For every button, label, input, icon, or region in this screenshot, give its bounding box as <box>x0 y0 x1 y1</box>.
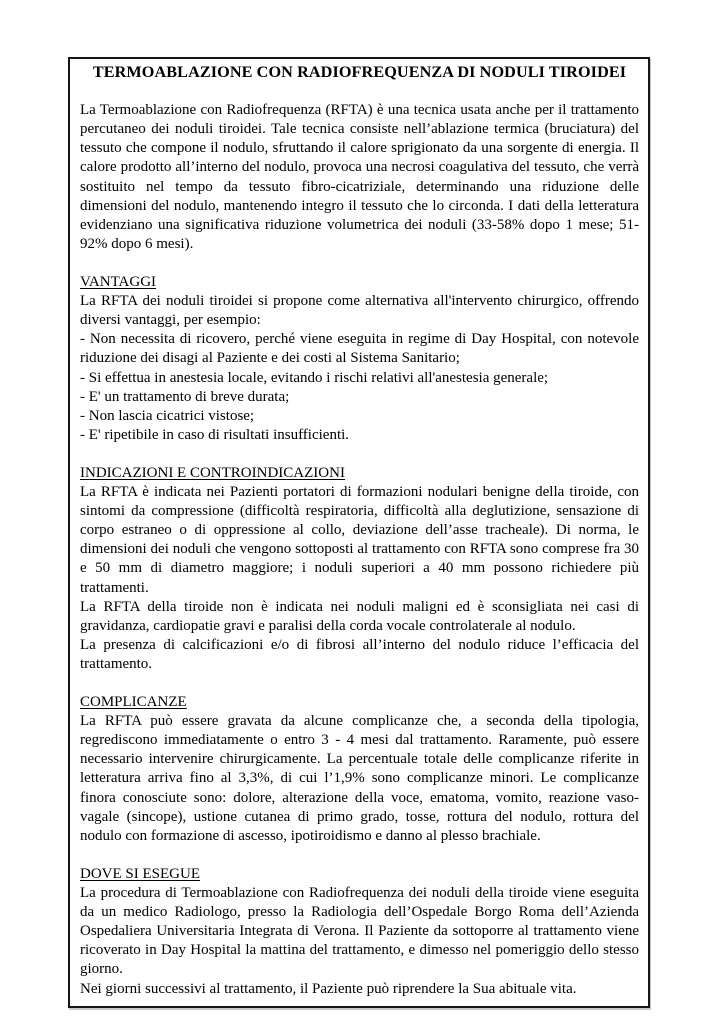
document-border-box <box>68 57 650 1008</box>
bullet-line: - Non lascia cicatrici vistose; <box>80 407 255 424</box>
document-title: TERMOABLAZIONE CON RADIOFREQUENZA DI NODULI TIROIDEI <box>92 63 627 81</box>
paragraph: Nei giorni successivi al trattamento, il Paziente può riprendere la Sua abituale vita. <box>80 980 577 997</box>
paragraph: La RFTA dei noduli tiroidei si propone come alternativa all'intervento chirurgico, offrendo diversi vantaggi, per esempio: <box>80 293 639 329</box>
section-dove-si-esegue <box>80 865 639 999</box>
section-vantaggi <box>80 273 639 445</box>
bullet-line: - Non necessita di ricovero, perché viene eseguita in regime di Day Hospital, con notevole riduzione dei disagi al Paziente e dei costi al Sistema Sanitario; <box>80 331 639 367</box>
section-complicanze <box>80 693 639 846</box>
paragraph: La procedura di Termoablazione con Radiofrequenza dei noduli della tiroide viene eseguita da un medico Radiologo, presso la Radiologia dell’Ospedale Borgo Roma dell’Azienda Ospedaliera Universitaria Integrata di Verona. Il Paziente da sottoporre al trattamento viene ricoverato in Day Hospital la mattina del trattamento, e dimesso nel pomeriggio dello stesso giorno. <box>80 885 639 978</box>
bullet-line: - Si effettua in anestesia locale, evitando i rischi relativi all'anestesia generale; <box>80 369 549 386</box>
section-heading-vantaggi: VANTAGGI <box>80 274 157 291</box>
section-heading-dove-si-esegue: DOVE SI ESEGUE <box>80 865 200 882</box>
paragraph: La RFTA è indicata nei Pazienti portatori di formazioni nodulari benigne della tiroide, con sintomi da compressione (difficoltà respiratoria, difficoltà alla deglutizione, sensazione di corpo estraneo o di oppressione al collo, deviazione dell’asse tracheale). Di norma, le dimensioni dei noduli che vengono sottoposti al trattamento con RFTA sono comprese fra 30 e 50 mm di diametro maggiore; i noduli superiori a 40 mm possono richiedere più trattamenti. <box>80 484 639 596</box>
bullet-line: - E' un trattamento di breve durata; <box>80 388 290 405</box>
intro-paragraph: La Termoablazione con Radiofrequenza (RFTA) è una tecnica usata anche per il trattamento percutaneo dei noduli tiroidei. Tale tecnica consiste nell’ablazione termica (bruciatura) del tessuto che compone il nodulo, sfruttando il calore sprigionato da una sorgente di energia. Il calore prodotto all’interno del nodulo, provoca una necrosi coagulativa del tessuto, che verrà sostituito nel tempo da tessuto fibro-cicatriziale, determinando una riduzione delle dimensioni del nodulo, mantenendo integro il tessuto che lo circonda. I dati della letteratura evidenziano una significativa riduzione volumetrica dei noduli (33-58% dopo 1 mese; 51-92% dopo 6 mesi). <box>80 102 639 252</box>
section-indicazioni <box>80 464 639 674</box>
paragraph: La presenza di calcificazioni e/o di fibrosi all’interno del nodulo riduce l’efficacia del trattamento. <box>80 636 639 672</box>
paragraph: La RFTA della tiroide non è indicata nei noduli maligni ed è sconsigliata nei casi di gravidanza, cardiopatie gravi e paralisi della corda vocale controlaterale al nodulo. <box>80 598 639 634</box>
section-heading-indicazioni: INDICAZIONI E CONTROINDICAZIONI <box>80 464 345 481</box>
bullet-line: - E' ripetibile in caso di risultati insufficienti. <box>80 426 350 443</box>
section-heading-complicanze: COMPLICANZE <box>80 694 187 711</box>
paragraph: La RFTA può essere gravata da alcune complicanze che, a seconda della tipologia, regrediscono immediatamente o entro 3 - 4 mesi dal trattamento. Raramente, può essere necessario intervenire chirurgicamente. La percentuale totale delle complicanze riferite in letteratura arriva fino al 3,3%, di cui l’1,9% sono complicanze minori. Le complicanze finora conosciute sono: dolore, alterazione della voce, ematoma, vomito, reazione vaso-vagale (sincope), ustione cutanea di primo grado, tosse, rottura del nodulo, rottura del nodulo con formazione di ascesso, ipotiroidismo e danno al plesso brachiale. <box>80 713 639 844</box>
